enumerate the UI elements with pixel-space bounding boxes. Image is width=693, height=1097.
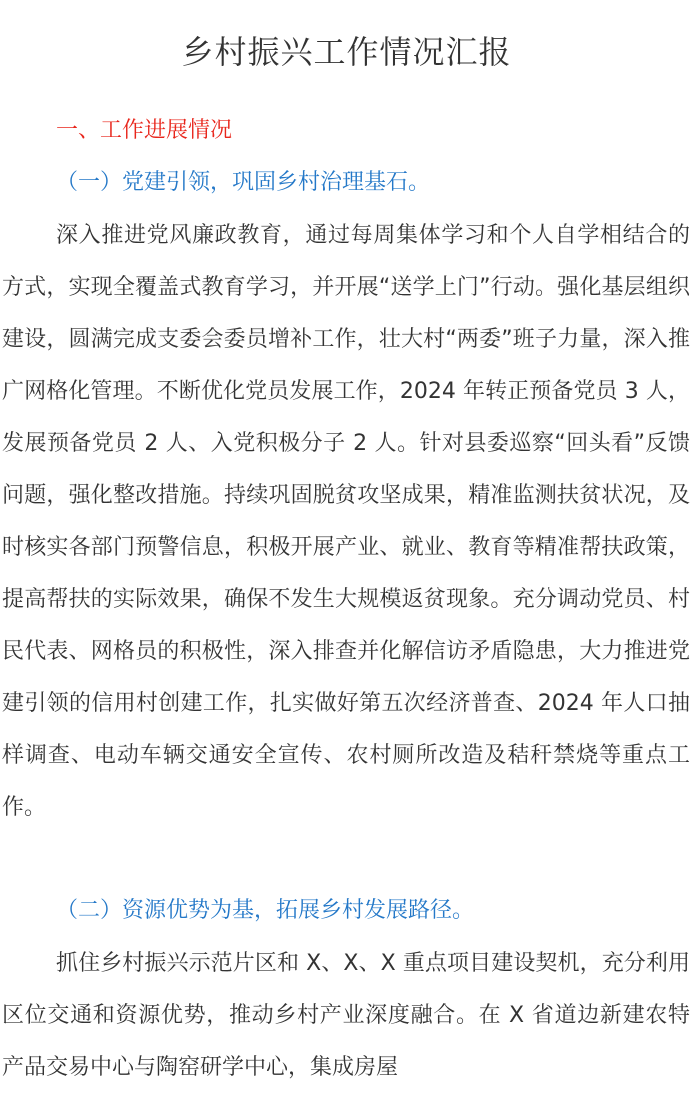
document-title: 乡村振兴工作情况汇报 [181,33,512,71]
section-heading-progress: 一、工作进展情况 [56,118,233,143]
paragraph-resource-advantage: 抓住乡村振兴示范片区和 X、X、X 重点项目建设契机，充分利用区位交通和资源优势，推动乡村产业深度融合。在 X 省道边新建农特产品交易中心与陶窑研学中心，集成房屋 [2,951,690,1080]
subsection-heading-party-building: （一）党建引领，巩固乡村治理基石。 [56,170,431,195]
paragraph-party-building: 深入推进党风廉政教育，通过每周集体学习和个人自学相结合的方式，实现全覆盖式教育学习，并开展“送学上门”行动。强化基层组织建设，圆满完成支委会委员增补工作，壮大村“两委”班子力量，深入推广网格化管理。不断优化党员发展工作，2024 年转正预备党员 3 人，发展预备党员 2 人、入党积极分子 2 人。针对县委巡察“回头看”反馈问题，强化整改措施。持续巩固脱贫攻坚成果，精准监测扶贫状况，及时核实各部门预警信息，积极开展产业、就业、教育等精准帮扶政策，提高帮扶的实际效果，确保不发生大规模返贫现象。充分调动党员、村民代表、网格员的积极性，深入排查并化解信访矛盾隐患，大力推进党建引领的信用村创建工作，扎实做好第五次经济普查、2024 年人口抽样调查、电动车辆交通安全宣传、农村厕所改造及秸秆禁烧等重点工作。 [2,223,690,820]
subsection-heading-resource-advantage: （二）资源优势为基，拓展乡村发展路径。 [56,898,475,923]
